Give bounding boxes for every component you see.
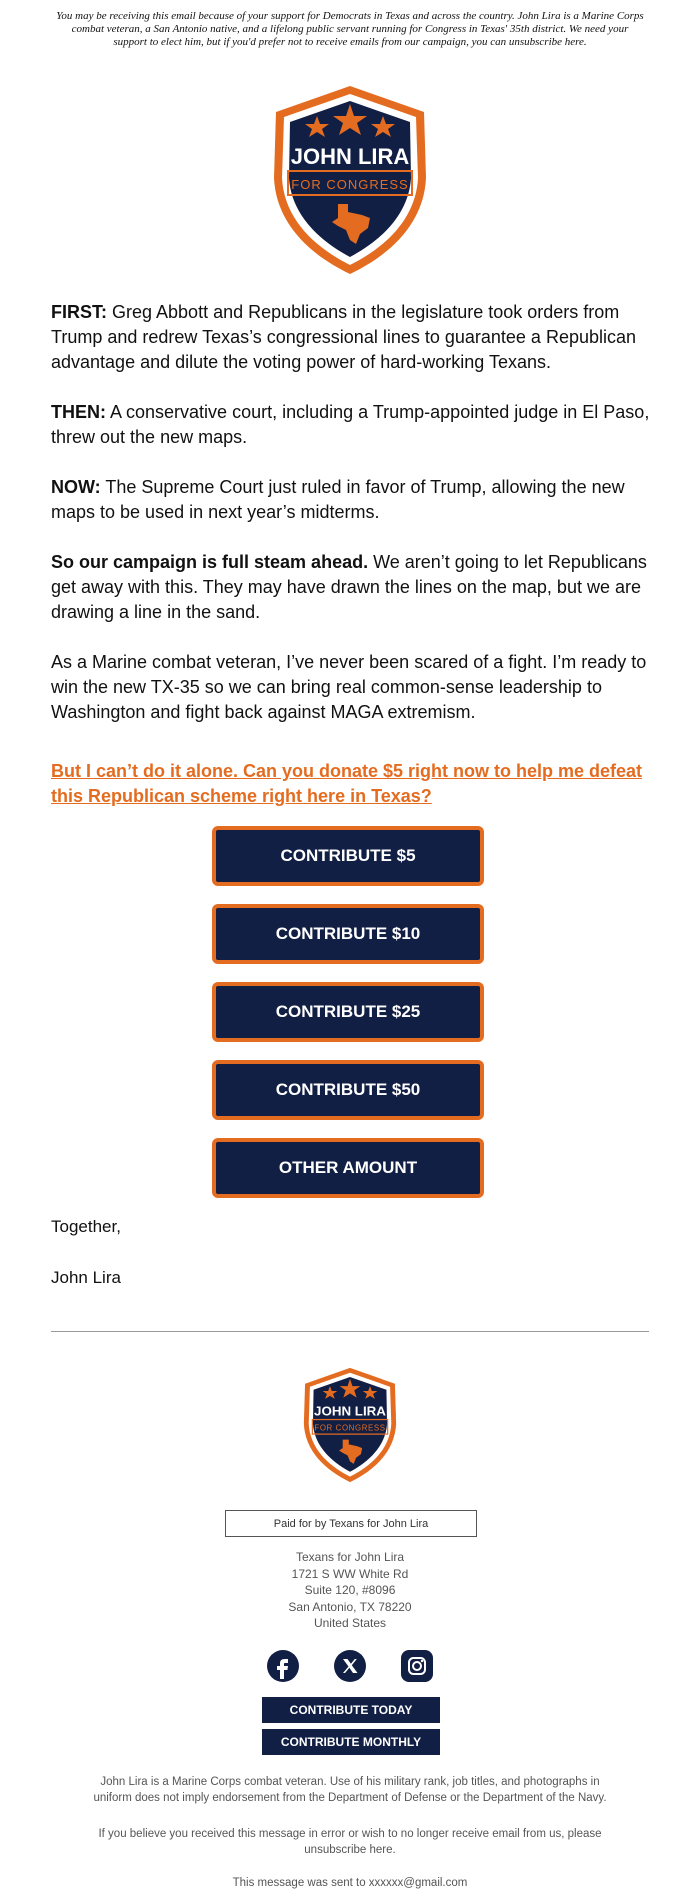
facebook-icon[interactable] (267, 1650, 299, 1682)
lead-then: THEN: (51, 402, 106, 422)
sent-to-text: This message was sent to xxxxxx@gmail.com (232, 1877, 468, 1889)
instagram-icon[interactable] (401, 1650, 433, 1682)
footer-divider (51, 1331, 649, 1332)
lead-first: FIRST: (51, 302, 107, 322)
footer-logo (299, 1364, 401, 1486)
contribute-50-button[interactable]: CONTRIBUTE $50 (212, 1060, 484, 1120)
campaign-logo (266, 82, 434, 278)
address-line: Suite 120, #8096 (304, 1583, 396, 1597)
paragraph-first: FIRST: Greg Abbott and Republicans in the legislature took orders from Trump and redrew Texas’s congressional lines to guarantee a Republican advantage and dilute the voting power of hard-working Texans. (51, 302, 637, 372)
logo-name: JOHN LIRA (290, 144, 410, 169)
logo-tagline: FOR CONGRESS (291, 177, 409, 192)
footer-logo-name: JOHN LIRA (314, 1403, 386, 1419)
other-amount-button[interactable]: OTHER AMOUNT (212, 1138, 484, 1198)
donate-ask-link[interactable]: But I can’t do it alone. Can you donate $5 right now to help me defeat this Republican scheme right here in Texas? (51, 761, 643, 806)
address-line: United States (313, 1616, 387, 1630)
disclaimer-text: John Lira is a Marine Corps combat veteran. Use of his military rank, job titles, and photographs in uniform does not imply endorsement from the Department of Defense or the Department of the Navy. (93, 1776, 607, 1804)
address-line: San Antonio, TX 78220 (288, 1599, 412, 1614)
paragraph-campaign: So our campaign is full steam ahead. We aren’t going to let Republicans get away with this. They may have drawn the lines on the map, but we are drawing a line in the sand. (51, 552, 647, 622)
footer-logo-tagline: FOR CONGRESS (314, 1423, 386, 1433)
x-icon[interactable] (334, 1650, 366, 1682)
contribute-10-button[interactable]: CONTRIBUTE $10 (212, 904, 484, 964)
lead-now: NOW: (51, 477, 101, 497)
contribute-25-button[interactable]: CONTRIBUTE $25 (212, 982, 484, 1042)
paid-for-box: Paid for by Texans for John Lira (225, 1510, 477, 1537)
contribute-monthly-button[interactable]: CONTRIBUTE MONTHLY (262, 1729, 440, 1755)
paragraph-then: THEN: A conservative court, including a Trump-appointed judge in El Paso, threw out the new maps. (51, 402, 650, 447)
address-line: 1721 S WW White Rd (291, 1566, 409, 1581)
paragraph-now: NOW: The Supreme Court just ruled in favor of Trump, allowing the new maps to be used in next year’s midterms. (51, 477, 625, 522)
unsubscribe-text[interactable]: If you believe you received this message in error or wish to no longer receive email from us, please unsubscribe here. (98, 1828, 602, 1856)
lead-campaign: So our campaign is full steam ahead. (51, 552, 369, 572)
preheader-text: You may be receiving this email because of your support for Democrats in Texas and across the country. John Lira is a Marine Corps combat veteran, a San Antonio native, and a lifelong public servant running for Congress in Texas' 35th district. We need your support to elect him, but if you'd prefer not to receive emails from our campaign, you can unsubscribe here. (56, 10, 644, 48)
paragraph-veteran: As a Marine combat veteran, I’ve never been scared of a fight. I’m ready to win the new TX-35 so we can bring real common-sense leadership to Washington and fight back against MAGA extremism. (51, 652, 647, 722)
contribute-today-button[interactable]: CONTRIBUTE TODAY (262, 1697, 440, 1723)
address-line: Texans for John Lira (295, 1550, 405, 1564)
contribute-5-button[interactable]: CONTRIBUTE $5 (212, 826, 484, 886)
email-body (51, 300, 651, 750)
signoff: Together, (51, 1217, 121, 1236)
mailing-address (200, 1549, 500, 1632)
signature: John Lira (51, 1268, 121, 1287)
